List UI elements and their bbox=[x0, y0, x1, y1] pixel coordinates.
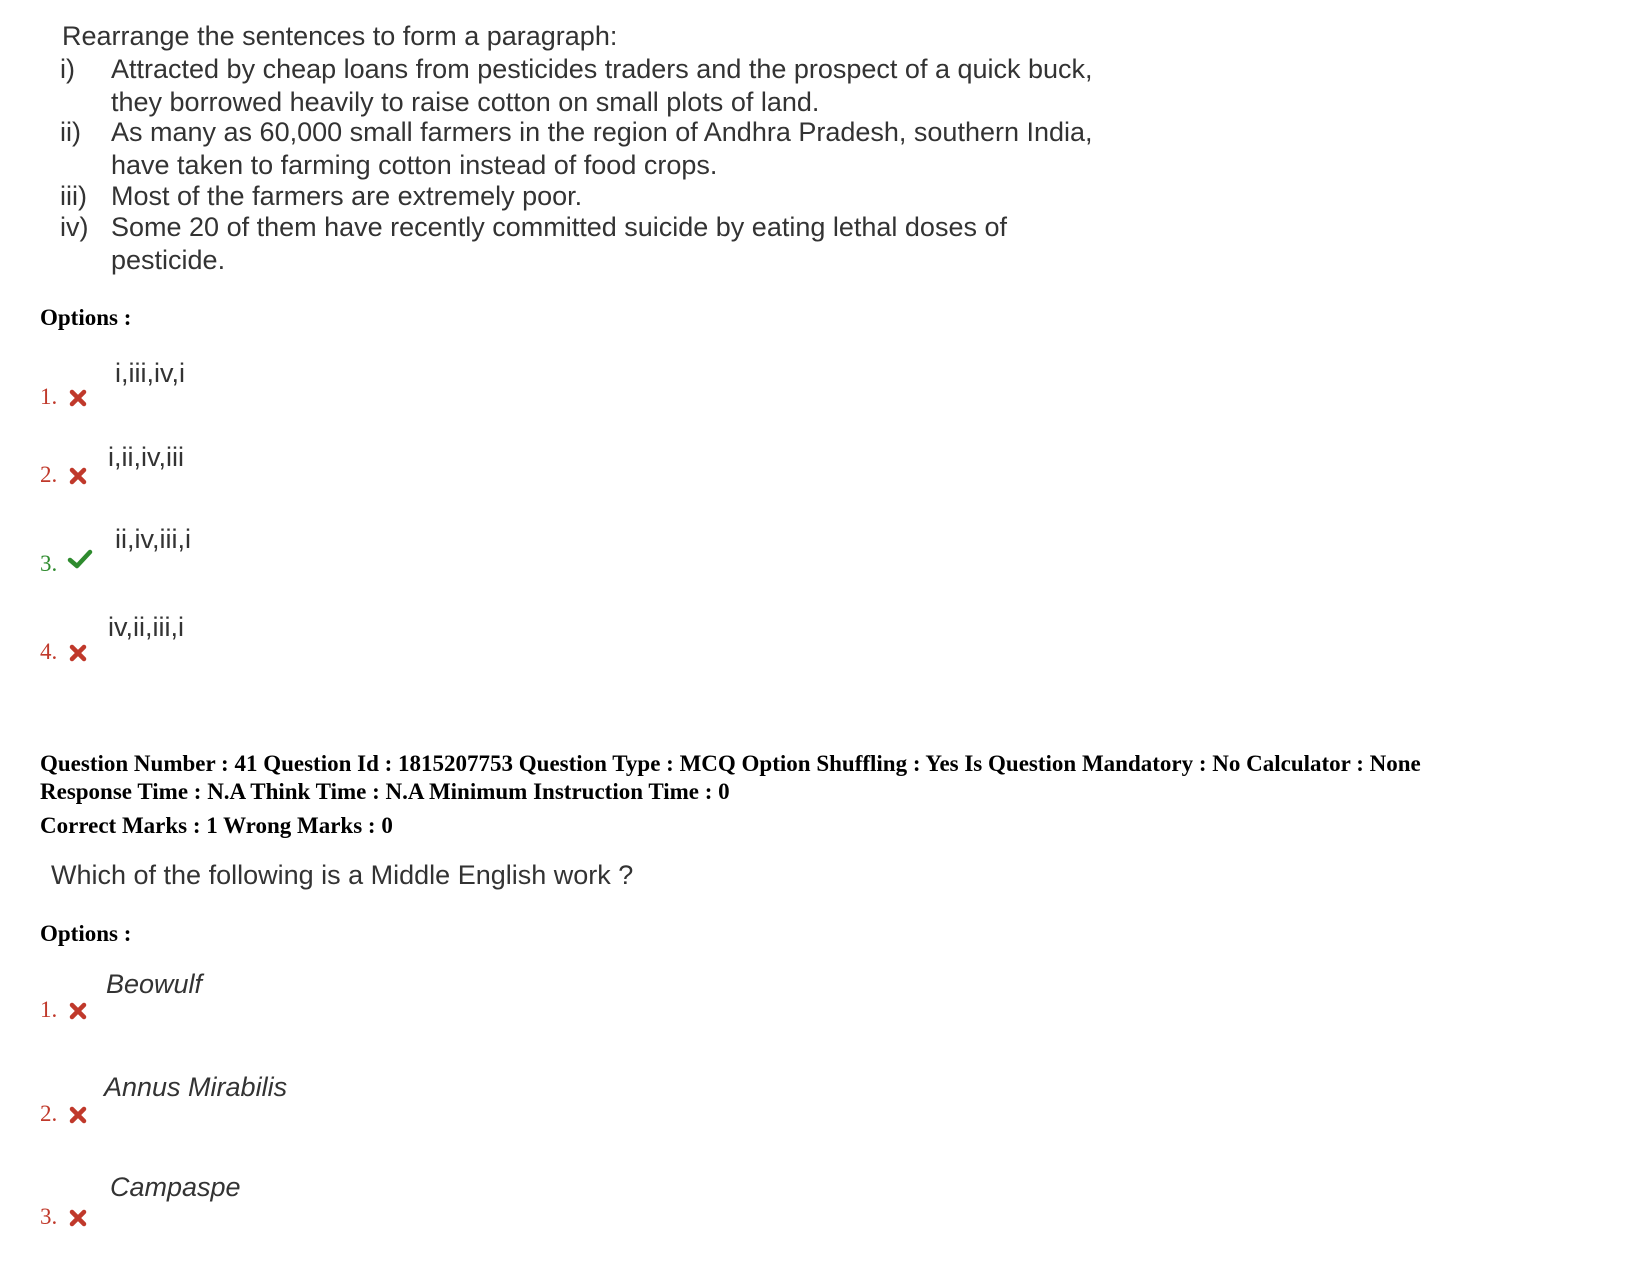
check-icon bbox=[67, 548, 93, 570]
q41-marks: Correct Marks : 1 Wrong Marks : 0 bbox=[40, 813, 393, 838]
q41-options-label: Options : bbox=[40, 921, 132, 946]
cross-icon bbox=[67, 1104, 89, 1126]
sentence-text: Some 20 of them have recently committed suicide by eating lethal doses of pesticide. bbox=[111, 212, 1007, 275]
sentence-text: Most of the farmers are extremely poor. bbox=[111, 181, 583, 211]
cross-icon bbox=[67, 1000, 89, 1022]
q41-option-2-text[interactable]: Annus Mirabilis bbox=[104, 1072, 288, 1102]
cross-icon bbox=[67, 387, 89, 409]
q40-option-1-number: 1. bbox=[40, 384, 58, 409]
sentence-number: i) bbox=[60, 54, 75, 84]
cross-icon bbox=[67, 642, 89, 664]
sentence-number: iv) bbox=[60, 212, 89, 242]
sentence-text: As many as 60,000 small farmers in the region of Andhra Pradesh, southern India, have taken to farming cotton instead of food crops. bbox=[111, 117, 1093, 180]
q40-option-3-text[interactable]: ii,iv,iii,i bbox=[115, 524, 191, 554]
q41-option-1-number: 1. bbox=[40, 997, 58, 1022]
q41-meta-line1: Question Number : 41 Question Id : 1815207753 Question Type : MCQ Option Shuffling : Yes Is Question Mandatory : No Calculator : None bbox=[40, 751, 1421, 776]
q40-options-label: Options : bbox=[40, 305, 132, 330]
q40-intro: Rearrange the sentences to form a paragraph: bbox=[62, 21, 618, 51]
q41-option-3-number: 3. bbox=[40, 1204, 58, 1229]
cross-icon bbox=[67, 465, 89, 487]
sentence-number: ii) bbox=[60, 117, 81, 147]
q41-option-3-text[interactable]: Campaspe bbox=[110, 1172, 241, 1202]
q41-question: Which of the following is a Middle English work ? bbox=[51, 860, 634, 890]
q40-option-1-text[interactable]: i,iii,iv,i bbox=[115, 358, 185, 388]
sentence-text: Attracted by cheap loans from pesticides traders and the prospect of a quick buck, they borrowed heavily to raise cotton on small plots of land. bbox=[111, 54, 1093, 117]
q40-option-3-number: 3. bbox=[40, 551, 58, 576]
q41-option-1-text[interactable]: Beowulf bbox=[106, 969, 203, 999]
q40-option-2-text[interactable]: i,ii,iv,iii bbox=[108, 442, 184, 472]
sentence-number: iii) bbox=[60, 181, 87, 211]
q40-option-2-number: 2. bbox=[40, 462, 58, 487]
cross-icon bbox=[67, 1207, 89, 1229]
q41-meta-line2: Response Time : N.A Think Time : N.A Minimum Instruction Time : 0 bbox=[40, 779, 730, 804]
q40-option-4-text[interactable]: iv,ii,iii,i bbox=[108, 612, 184, 642]
q41-option-2-number: 2. bbox=[40, 1101, 58, 1126]
q40-option-4-number: 4. bbox=[40, 639, 58, 664]
